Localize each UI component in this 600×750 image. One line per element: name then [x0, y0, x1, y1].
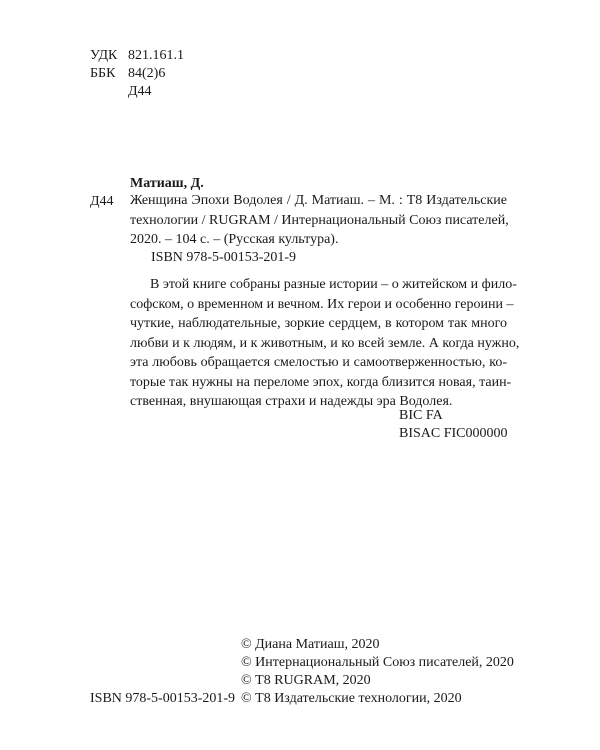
bibliographic-description [130, 191, 507, 250]
author-heading: Матиаш, Д. [130, 176, 204, 191]
annotation-line: В этой книге собраны разные истории – о житейском и фило- [150, 277, 517, 292]
annotation-line: эта любовь обращается смелостью и самоотверженностью, ко- [130, 355, 507, 370]
copyright-line: © Интернациональный Союз писателей, 2020 [241, 655, 514, 670]
bbk-label: ББК [90, 66, 116, 81]
isbn-main: ISBN 978-5-00153-201-9 [151, 250, 297, 265]
annotation-line: любви и к людям, и к животным, и ко всей земле. А когда нужно, [130, 335, 520, 351]
copyright-line: © Т8 RUGRAM, 2020 [241, 673, 371, 688]
annotation-line: софском, о временном и вечном. Их герои и особенно героини – [130, 296, 514, 312]
bic-code: BIC FA [399, 408, 443, 423]
bbk-value: 84(2)6 [128, 66, 166, 81]
bbk-row [90, 65, 165, 83]
side-mark: Д44 [90, 194, 114, 209]
bibliographic-line: технологии / RUGRAM / Интернациональный Союз писателей, [130, 212, 509, 228]
isbn-bottom: ISBN 978-5-00153-201-9 [90, 691, 236, 706]
annotation [130, 275, 520, 412]
copyright-line: © Т8 Издательские технологии, 2020 [241, 691, 462, 706]
annotation-line: ственная, внушающая страхи и надежды эра Водолея. [130, 394, 453, 409]
copyright-line: © Диана Матиаш, 2020 [241, 637, 380, 652]
udk-label: УДК [90, 48, 118, 63]
udk-row [90, 47, 184, 65]
annotation-line: торые так нужны на переломе эпох, когда близится новая, таин- [130, 374, 512, 390]
bisac-code: BISAC FIC000000 [399, 426, 508, 441]
author-mark-row [90, 83, 152, 101]
bibliographic-line: 2020. – 104 с. – (Русская культура). [130, 232, 339, 247]
author-mark: Д44 [128, 84, 152, 99]
udk-value: 821.161.1 [128, 48, 184, 63]
annotation-line: чуткие, наблюдательные, зоркие сердцем, в котором так много [130, 316, 507, 331]
bibliographic-line: Женщина Эпохи Водолея / Д. Матиаш. – М. : Т8 Издательские [130, 193, 507, 208]
